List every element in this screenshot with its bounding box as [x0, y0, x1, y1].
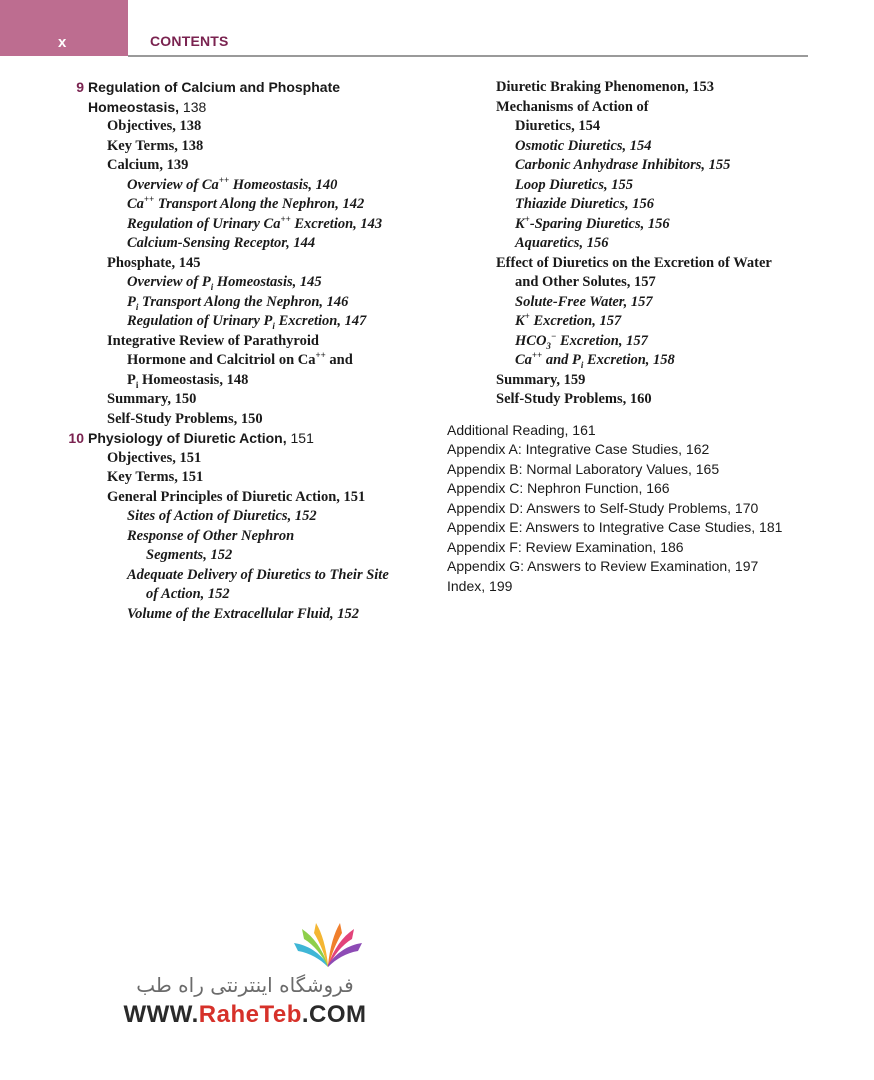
toc-subentry[interactable]: Response of Other Nephron — [127, 527, 295, 544]
toc-back-matter[interactable]: Appendix F: Review Examination, 186 — [447, 538, 684, 555]
chapter-number: 9 — [76, 79, 84, 95]
toc-entry[interactable]: Effect of Diuretics on the Excretion of Water — [496, 254, 772, 271]
toc-left-column — [62, 78, 442, 624]
toc-entry-cont[interactable]: Diuretics, 154 — [515, 118, 601, 134]
toc-entry[interactable]: Self-Study Problems, 150 — [107, 410, 263, 427]
toc-right-column — [447, 78, 817, 596]
toc-back-matter[interactable]: Appendix E: Answers to Integrative Case Studies, 181 — [447, 519, 783, 535]
toc-subentry[interactable]: Overview of Ca++ Homeostasis, 140 — [127, 174, 338, 193]
toc-entry-cont[interactable]: Hormone and Calcitriol on Ca++ and — [127, 350, 353, 368]
watermark-persian-text: فروشگاه اینترنتی راه طب — [136, 973, 354, 997]
toc-subentry[interactable]: K+ Excretion, 157 — [515, 311, 622, 329]
toc-back-matter[interactable]: Index, 199 — [447, 577, 513, 594]
toc-back-matter[interactable]: Appendix B: Normal Laboratory Values, 165 — [447, 460, 720, 477]
toc-chapter-9[interactable]: 9 Regulation of Calcium and Phosphate — [62, 78, 442, 98]
book-fan-icon — [280, 915, 376, 973]
toc-entry[interactable]: Diuretic Braking Phenomenon, 153 — [496, 79, 715, 95]
toc-subentry[interactable]: Calcium-Sensing Receptor, 144 — [127, 235, 316, 251]
toc-back-matter[interactable]: Appendix G: Answers to Review Examination, 197 — [447, 558, 759, 574]
toc-subentry-cont[interactable]: Segments, 152 — [146, 547, 233, 563]
toc-subentry[interactable]: Thiazide Diuretics, 156 — [515, 196, 654, 212]
toc-subentry[interactable]: Solute-Free Water, 157 — [515, 293, 653, 310]
watermark-logo — [110, 915, 380, 1035]
toc-subentry[interactable]: Loop Diuretics, 155 — [515, 176, 634, 193]
toc-subentry[interactable]: Sites of Action of Diuretics, 152 — [127, 508, 317, 524]
toc-chapter-10[interactable]: 10 Physiology of Diuretic Action, 151 — [62, 429, 442, 449]
toc-entry[interactable]: Summary, 159 — [496, 371, 586, 388]
watermark-url: WWW.RaheTeb.COM — [123, 1001, 367, 1028]
toc-subentry[interactable]: Overview of $P_i$ Homeostasis, 145 — [127, 274, 322, 292]
toc-entry[interactable]: Calcium, 139 — [107, 157, 189, 173]
toc-entry-cont[interactable]: and Other Solutes, 157 — [515, 274, 656, 290]
toc-entry[interactable]: Key Terms, 138 — [107, 137, 204, 154]
toc-entry[interactable]: General Principles of Diuretic Action, 151 — [107, 488, 366, 505]
header-rule — [128, 55, 808, 57]
toc-entry[interactable]: Self-Study Problems, 160 — [496, 391, 652, 407]
toc-subentry[interactable]: $P_i$ Transport Along the Nephron, 146 — [127, 293, 349, 312]
toc-subentry[interactable]: Adequate Delivery of Diuretics to Their Site — [127, 566, 389, 583]
toc-chapter-9-cont[interactable]: Homeostasis, 138 — [88, 98, 207, 115]
toc-entry[interactable]: Mechanisms of Action of — [496, 98, 649, 115]
toc-subentry[interactable]: Osmotic Diuretics, 154 — [515, 137, 652, 154]
toc-entry[interactable]: Key Terms, 151 — [107, 469, 204, 485]
toc-back-matter[interactable]: Appendix A: Integrative Case Studies, 162 — [447, 441, 710, 457]
toc-subentry-cont[interactable]: of Action, 152 — [146, 586, 230, 602]
toc-subentry[interactable]: Regulation of Urinary Ca++ Excretion, 143 — [127, 213, 383, 232]
toc-subentry[interactable]: K+-Sparing Diuretics, 156 — [515, 213, 670, 232]
toc-subentry[interactable]: Ca++ and $P_i$ Excretion, 158 — [515, 350, 675, 370]
toc-entry[interactable]: Summary, 150 — [107, 391, 197, 407]
toc-entry[interactable]: Objectives, 138 — [107, 118, 202, 134]
toc-back-matter[interactable]: Appendix D: Answers to Self-Study Problems, 170 — [447, 499, 759, 516]
toc-back-matter[interactable]: Appendix C: Nephron Function, 166 — [447, 480, 670, 496]
toc-entry[interactable]: Phosphate, 145 — [107, 254, 201, 271]
toc-entry[interactable]: Integrative Review of Parathyroid — [107, 332, 319, 349]
toc-subentry[interactable]: $HCO_3^-$ Excretion, 157 — [515, 330, 648, 351]
toc-subentry[interactable]: Aquaretics, 156 — [515, 235, 609, 251]
page-number: x — [58, 34, 67, 51]
toc-back-matter[interactable]: Additional Reading, 161 — [447, 421, 596, 438]
toc-entry[interactable]: Objectives, 151 — [107, 449, 202, 466]
running-head: CONTENTS — [150, 33, 229, 49]
toc-subentry[interactable]: Carbonic Anhydrase Inhibitors, 155 — [515, 157, 731, 173]
toc-subentry[interactable]: Ca++ Transport Along the Nephron, 142 — [127, 194, 365, 212]
toc-entry-cont[interactable]: $P_i$ Homeostasis, 148 — [127, 371, 249, 390]
chapter-number: 10 — [68, 430, 84, 446]
toc-subentry[interactable]: Volume of the Extracellular Fluid, 152 — [127, 605, 360, 622]
toc-subentry[interactable]: Regulation of Urinary $P_i$ Excretion, 147 — [127, 313, 367, 331]
